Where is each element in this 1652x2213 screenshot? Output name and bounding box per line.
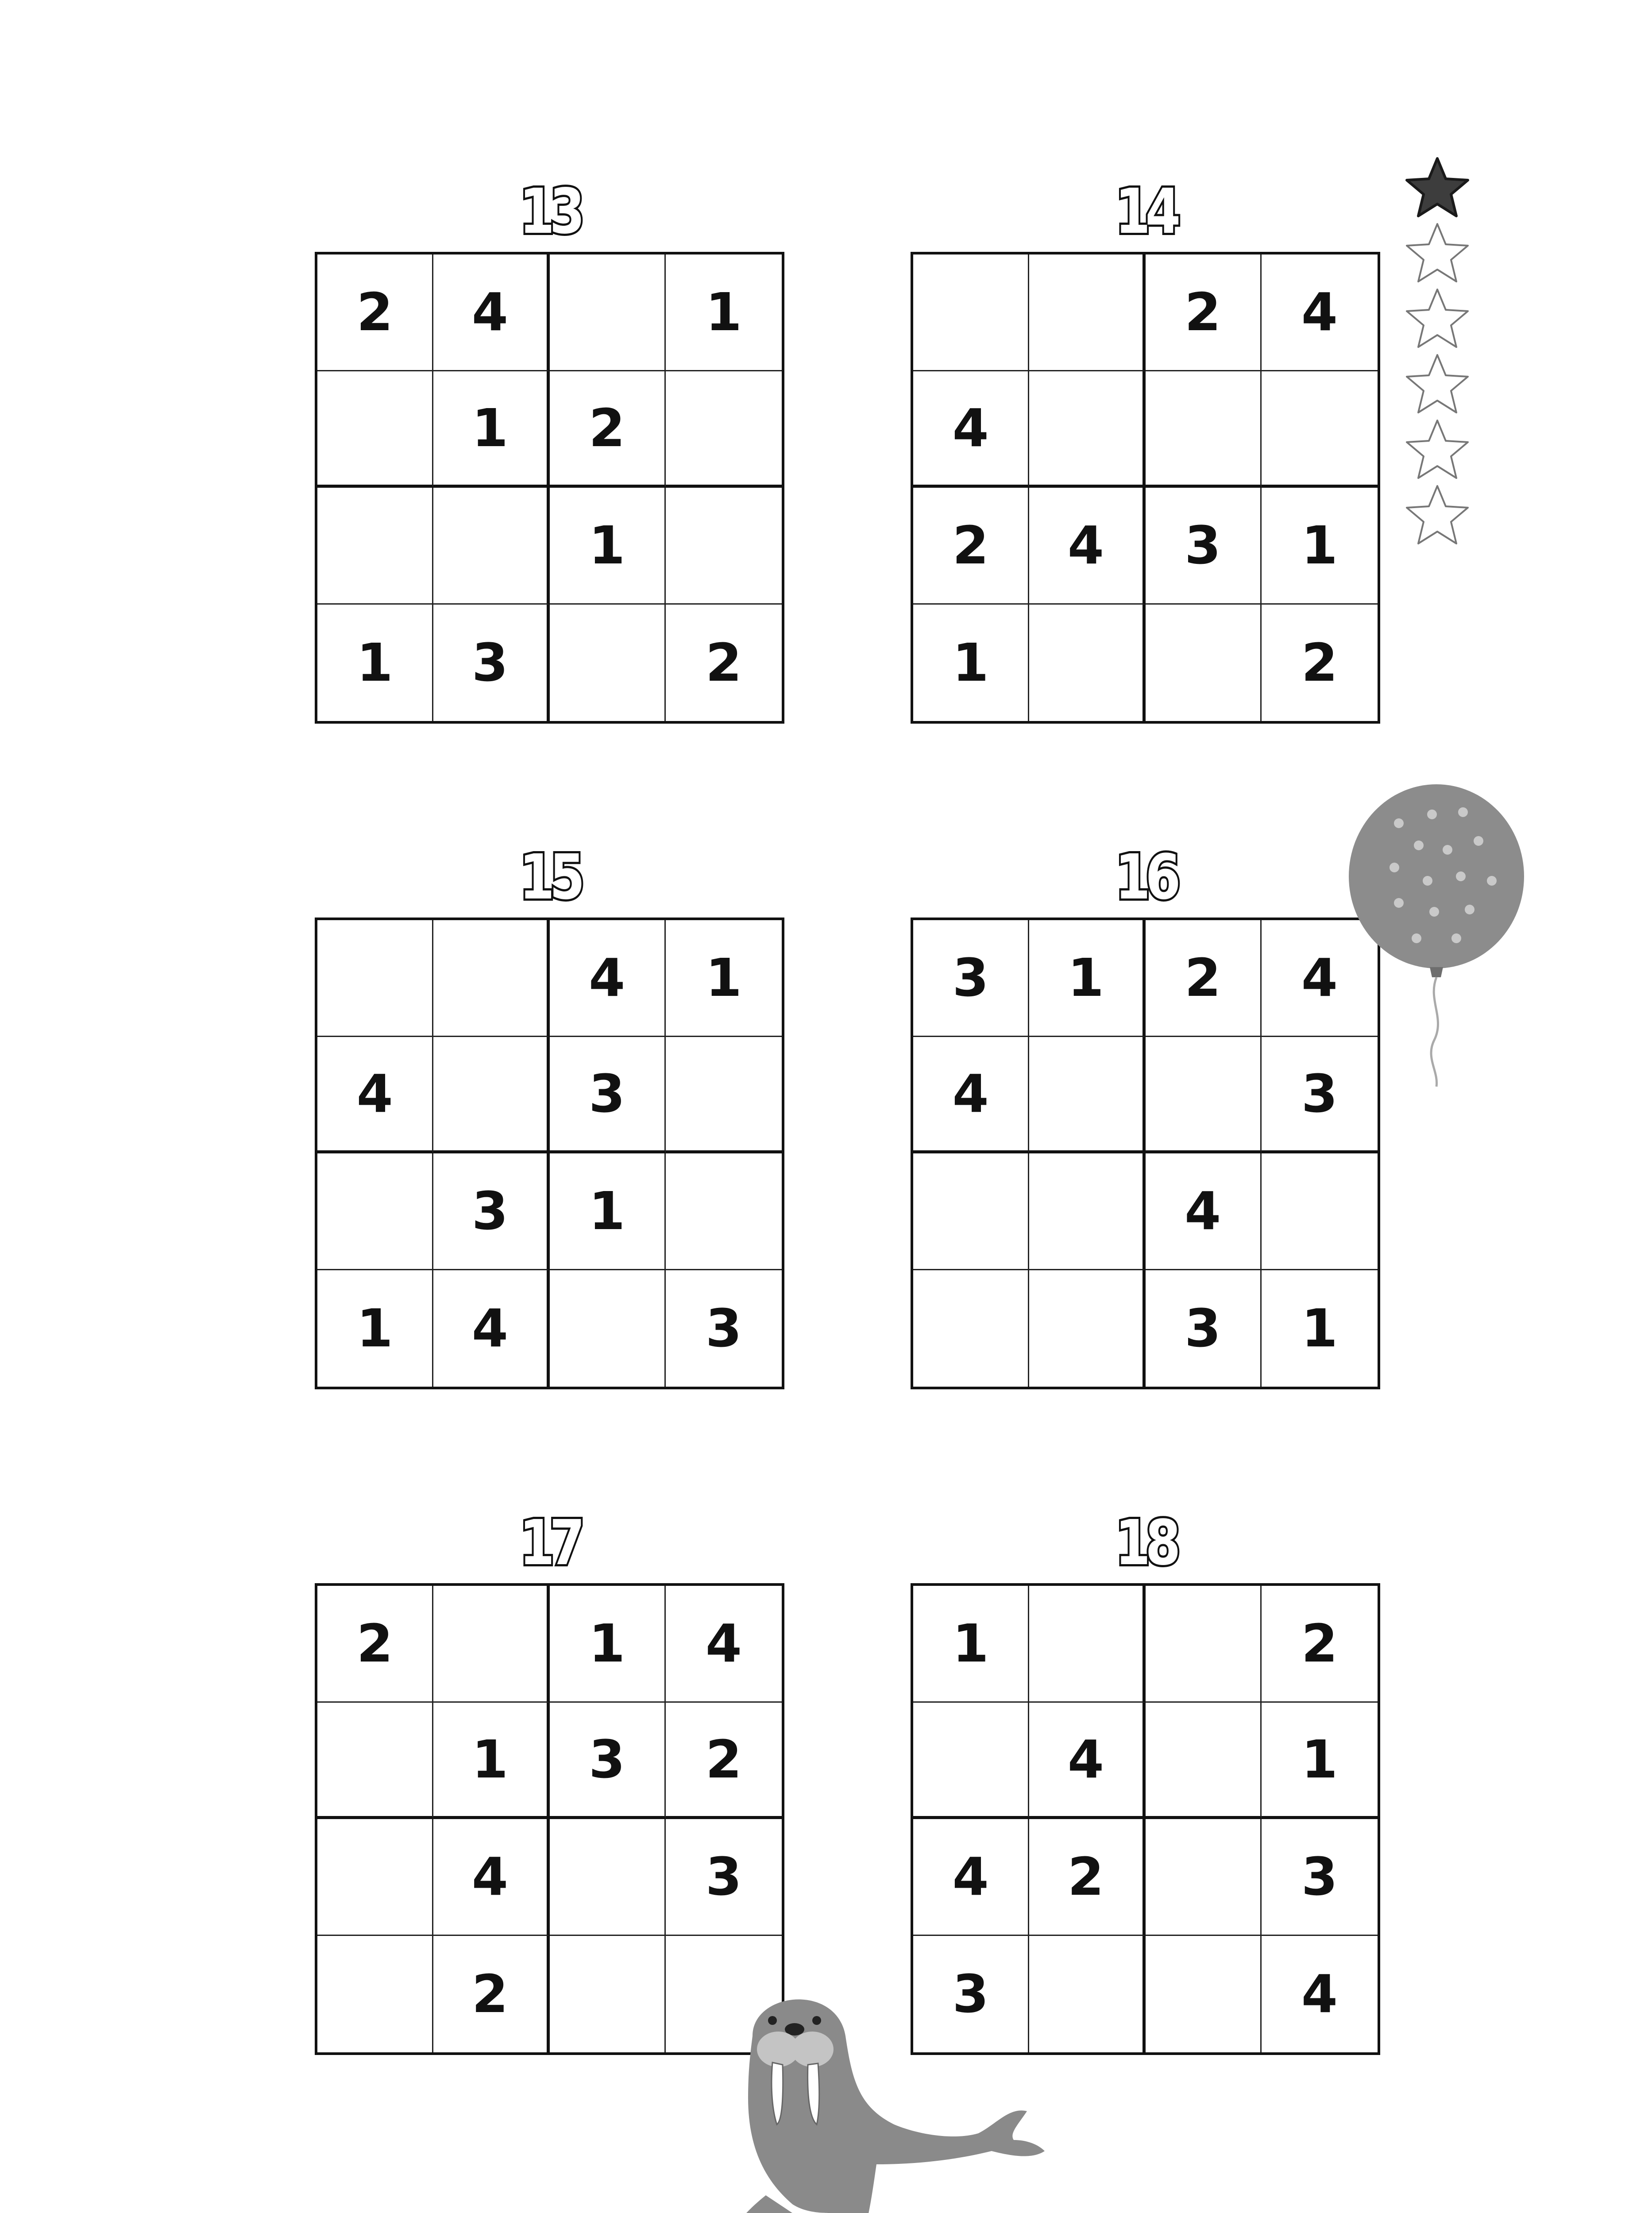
puzzle-number: 13 [519,176,580,248]
puzzle-number: 16 [1115,841,1176,914]
given-cell: 4 [1301,1963,1338,2025]
empty-cell[interactable] [1146,1586,1262,1703]
puzzle-grid [315,918,784,1389]
empty-cell[interactable] [550,254,666,371]
star-empty-icon [1404,418,1471,482]
given-cell: 3 [705,1298,742,1359]
given-cell: 2 [1146,920,1262,1037]
given-cell: 1 [433,371,549,488]
empty-cell[interactable] [433,920,549,1037]
empty-cell[interactable] [1029,1153,1145,1270]
given-cell: 1 [317,605,433,721]
given-cell: 3 [550,1703,666,1820]
empty-cell[interactable] [433,1586,549,1703]
given-cell: 1 [550,1586,666,1703]
empty-cell[interactable] [1146,605,1262,721]
empty-cell[interactable] [666,1037,782,1154]
given-cell: 1 [666,920,782,1037]
empty-cell[interactable] [913,1270,1029,1387]
puzzle-number: 15 [519,841,580,914]
star-empty-icon [1404,287,1471,351]
given-cell: 4 [1262,254,1378,371]
given-cell: 2 [705,632,742,694]
empty-cell[interactable] [550,1819,666,1936]
given-cell: 4 [433,1819,549,1936]
star-empty-icon [1404,221,1471,286]
given-cell: 4 [1262,920,1378,1037]
difficulty-rating [1404,156,1475,549]
empty-cell[interactable] [1029,1586,1145,1703]
given-cell: 4 [666,1586,782,1703]
empty-cell[interactable] [317,488,433,605]
empty-cell[interactable] [913,254,1029,371]
empty-cell[interactable] [317,920,433,1037]
given-cell: 2 [317,1586,433,1703]
given-cell: 2 [1146,254,1262,371]
given-cell: 4 [1029,1703,1145,1820]
given-cell: 4 [1146,1153,1262,1270]
puzzle-grid [911,918,1380,1389]
given-cell: 3 [1146,1270,1262,1387]
empty-cell[interactable] [913,1703,1029,1820]
given-cell: 3 [666,1819,782,1936]
given-cell: 4 [550,920,666,1037]
empty-cell[interactable] [1146,371,1262,488]
given-cell: 3 [550,1037,666,1154]
empty-cell[interactable] [317,1819,433,1936]
empty-cell[interactable] [666,1153,782,1270]
given-cell: 1 [913,605,1029,721]
star-empty-icon [1404,352,1471,417]
given-cell: 3 [433,1153,549,1270]
puzzle-grid [315,1583,784,2055]
empty-cell[interactable] [317,1936,433,2053]
given-cell: 2 [666,1703,782,1820]
empty-cell[interactable] [1146,1703,1262,1820]
empty-cell[interactable] [1262,371,1378,488]
empty-cell[interactable] [1146,1936,1262,2053]
given-cell: 1 [1262,488,1378,605]
given-cell: 1 [433,1703,549,1820]
star-empty-icon [1404,483,1471,548]
given-cell: 1 [550,488,666,605]
given-cell: 2 [1301,632,1338,694]
puzzle-number: 18 [1115,1507,1176,1579]
walrus-illustration [726,1965,1045,2213]
empty-cell[interactable] [666,488,782,605]
given-cell: 3 [913,920,1029,1037]
given-cell: 4 [913,1819,1029,1936]
given-cell: 2 [1262,1586,1378,1703]
given-cell: 1 [317,1270,433,1387]
given-cell: 4 [317,1037,433,1154]
empty-cell[interactable] [1262,1153,1378,1270]
given-cell: 1 [1029,920,1145,1037]
empty-cell[interactable] [1029,254,1145,371]
empty-cell[interactable] [550,1270,666,1387]
empty-cell[interactable] [1146,1819,1262,1936]
empty-cell[interactable] [550,605,666,721]
empty-cell[interactable] [913,1153,1029,1270]
given-cell: 2 [1029,1819,1145,1936]
empty-cell[interactable] [433,488,549,605]
given-cell: 4 [913,1037,1029,1154]
empty-cell[interactable] [1029,1037,1145,1154]
balloon-icon [1346,735,1527,1089]
given-cell: 1 [1301,1298,1338,1359]
given-cell: 1 [1262,1703,1378,1820]
given-cell: 2 [913,488,1029,605]
empty-cell[interactable] [1029,1270,1145,1387]
given-cell: 4 [433,254,549,371]
given-cell: 3 [1146,488,1262,605]
given-cell: 2 [317,254,433,371]
given-cell: 4 [913,371,1029,488]
given-cell: 4 [1029,488,1145,605]
given-cell: 2 [433,1936,549,2053]
puzzle-number: 14 [1115,176,1176,248]
given-cell: 3 [913,1936,1029,2053]
empty-cell[interactable] [1029,371,1145,488]
empty-cell[interactable] [666,371,782,488]
puzzle-grid [911,252,1380,724]
empty-cell[interactable] [1029,605,1145,721]
empty-cell[interactable] [1146,1037,1262,1154]
star-filled-icon [1404,156,1471,220]
given-cell: 1 [550,1153,666,1270]
given-cell: 1 [913,1586,1029,1703]
puzzle-grid [315,252,784,724]
given-cell: 3 [433,605,549,721]
empty-cell[interactable] [550,1936,666,2053]
empty-cell[interactable] [317,1703,433,1820]
given-cell: 3 [1262,1819,1378,1936]
puzzle-number: 17 [519,1507,580,1579]
empty-cell[interactable] [433,1037,549,1154]
empty-cell[interactable] [1029,1936,1145,2053]
empty-cell[interactable] [317,1153,433,1270]
given-cell: 2 [550,371,666,488]
given-cell: 1 [666,254,782,371]
empty-cell[interactable] [317,371,433,488]
given-cell: 4 [433,1270,549,1387]
given-cell: 3 [1262,1037,1378,1154]
